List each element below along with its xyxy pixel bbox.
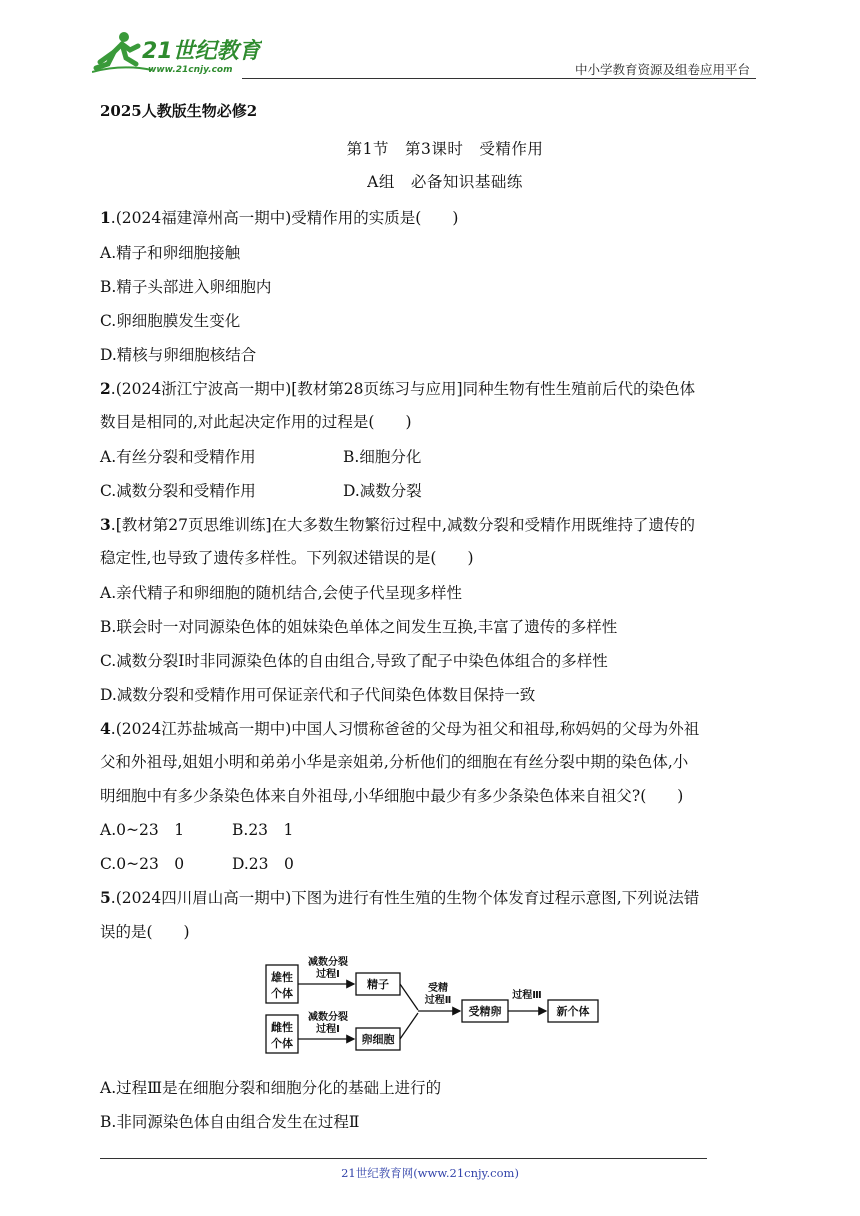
option-c: C.0~23 0: [100, 855, 185, 873]
question-1: [100, 201, 790, 372]
option-c: C.减数分裂Ⅰ时非同源染色体的自由组合,导致了配子中染色体组合的多样性: [100, 651, 608, 670]
option-b: B.非同源染色体自由组合发生在过程Ⅱ: [100, 1113, 360, 1131]
meiosis-label: 过程Ⅰ: [316, 1024, 340, 1035]
footer-rule: [100, 1158, 707, 1159]
question-number: 3: [100, 514, 111, 534]
page-footer: 21世纪教育网(www.21cnjy.com): [341, 1166, 519, 1180]
option-b: B.联会时一对同源染色体的姐妹染色单体之间发生互换,丰富了遗传的多样性: [100, 617, 618, 636]
option-a: A.过程Ⅲ是在细胞分裂和细胞分化的基础上进行的: [100, 1079, 442, 1097]
stem-line: .(2024四川眉山高一期中)下图为进行有性生殖的生物个体发育过程示意图,下列说法错: [110, 889, 700, 907]
option-row: [100, 440, 790, 474]
meiosis-label: 减数分裂: [308, 957, 348, 968]
option-row: [100, 474, 790, 508]
stem-line: 明细胞中有多少条染色体来自外祖母,小华细胞中最少有多少条染色体来自祖父?( ): [100, 786, 684, 805]
option-a: A.亲代精子和卵细胞的随机结合,会使子代呈现多样性: [100, 583, 463, 602]
lesson-title: 第1节 第3课时 受精作用: [346, 140, 544, 158]
question-stem: [100, 508, 790, 543]
female-label: 个体: [271, 1037, 293, 1050]
header-rule: [242, 78, 756, 79]
stem-line: .(2024江苏盐城高一期中)中国人习惯称爸爸的父母为祖父和祖母,称妈妈的父母为外祖: [110, 719, 700, 738]
platform-name: 中小学教育资源及组卷应用平台: [574, 62, 750, 77]
question-stem: [100, 881, 790, 916]
option-d: D.精核与卵细胞核结合: [100, 345, 257, 364]
stem-line: .(2024福建漳州高一期中)受精作用的实质是( ): [110, 209, 459, 227]
page-header: [92, 28, 756, 80]
logo-url: www.21cnjy.com: [148, 65, 233, 75]
reproduction-diagram: [262, 955, 602, 1063]
option-d: D.减数分裂: [343, 481, 422, 500]
stem-line: 父和外祖母,姐姐小明和弟弟小华是亲姐弟,分析他们的细胞在有丝分裂中期的染色体,小: [100, 753, 689, 771]
stem-line: 误的是( ): [100, 922, 190, 941]
fertilization-label: 受精: [428, 983, 448, 994]
male-label: 个体: [271, 987, 293, 1000]
question-number: 1: [100, 208, 111, 227]
option-a: A.0~23 1: [100, 821, 185, 839]
option-row: [100, 847, 790, 881]
question-number: 5: [100, 888, 111, 907]
option-d: D.23 0: [232, 855, 294, 873]
option-row: [100, 813, 790, 847]
group-title: A组 必备知识基础练: [367, 173, 523, 191]
option-b: B.23 1: [232, 821, 294, 839]
option-c: C.减数分裂和受精作用: [100, 481, 256, 500]
option-b: B.精子头部进入卵细胞内: [100, 277, 272, 296]
option-c: C.卵细胞膜发生变化: [100, 311, 241, 330]
meiosis-label: 过程Ⅰ: [316, 969, 340, 980]
stem-line: .(2024浙江宁波高一期中)[教材第28页练习与应用]同种生物有性生殖前后代的染色体: [110, 379, 696, 398]
question-2: [100, 372, 790, 508]
question-number: 4: [100, 718, 111, 738]
female-label: 雌性: [271, 1021, 293, 1034]
process3-label: 过程Ⅲ: [512, 990, 542, 1001]
option-a: A.有丝分裂和受精作用: [100, 447, 256, 466]
zygote-label: 受精卵: [468, 1005, 502, 1018]
logo-text: 21世纪教育: [142, 39, 261, 64]
option-d: D.减数分裂和受精作用可保证亲代和子代间染色体数目保持一致: [100, 685, 536, 704]
sperm-label: 精子: [367, 978, 389, 991]
option-b: B.细胞分化: [343, 447, 422, 466]
arrow: [400, 984, 418, 1010]
egg-label: 卵细胞: [361, 1033, 395, 1046]
logo: [92, 28, 262, 78]
question-3: [100, 508, 790, 712]
question-5: [100, 881, 790, 1139]
question-number: 2: [100, 378, 111, 398]
question-stem: [100, 712, 790, 747]
document-body: [100, 100, 790, 1139]
question-4: [100, 712, 790, 882]
meiosis-label: 减数分裂: [308, 1012, 348, 1023]
book-title: 2025人教版生物必修2: [100, 102, 258, 120]
male-label: 雄性: [271, 971, 293, 984]
question-stem: [100, 201, 790, 236]
question-stem: [100, 372, 790, 407]
stem-line: .[教材第27页思维训练]在大多数生物繁衍过程中,减数分裂和受精作用既维持了遗传的: [110, 515, 695, 534]
stem-line: 稳定性,也导致了遗传多样性。下列叙述错误的是( ): [100, 549, 474, 567]
stem-line: 数目是相同的,对此起决定作用的过程是( ): [100, 413, 412, 431]
new-individual-label: 新个体: [556, 1005, 590, 1018]
fertilization-label: 过程Ⅱ: [424, 995, 452, 1006]
option-a: A.精子和卵细胞接触: [100, 243, 241, 262]
arrow: [400, 1013, 418, 1039]
